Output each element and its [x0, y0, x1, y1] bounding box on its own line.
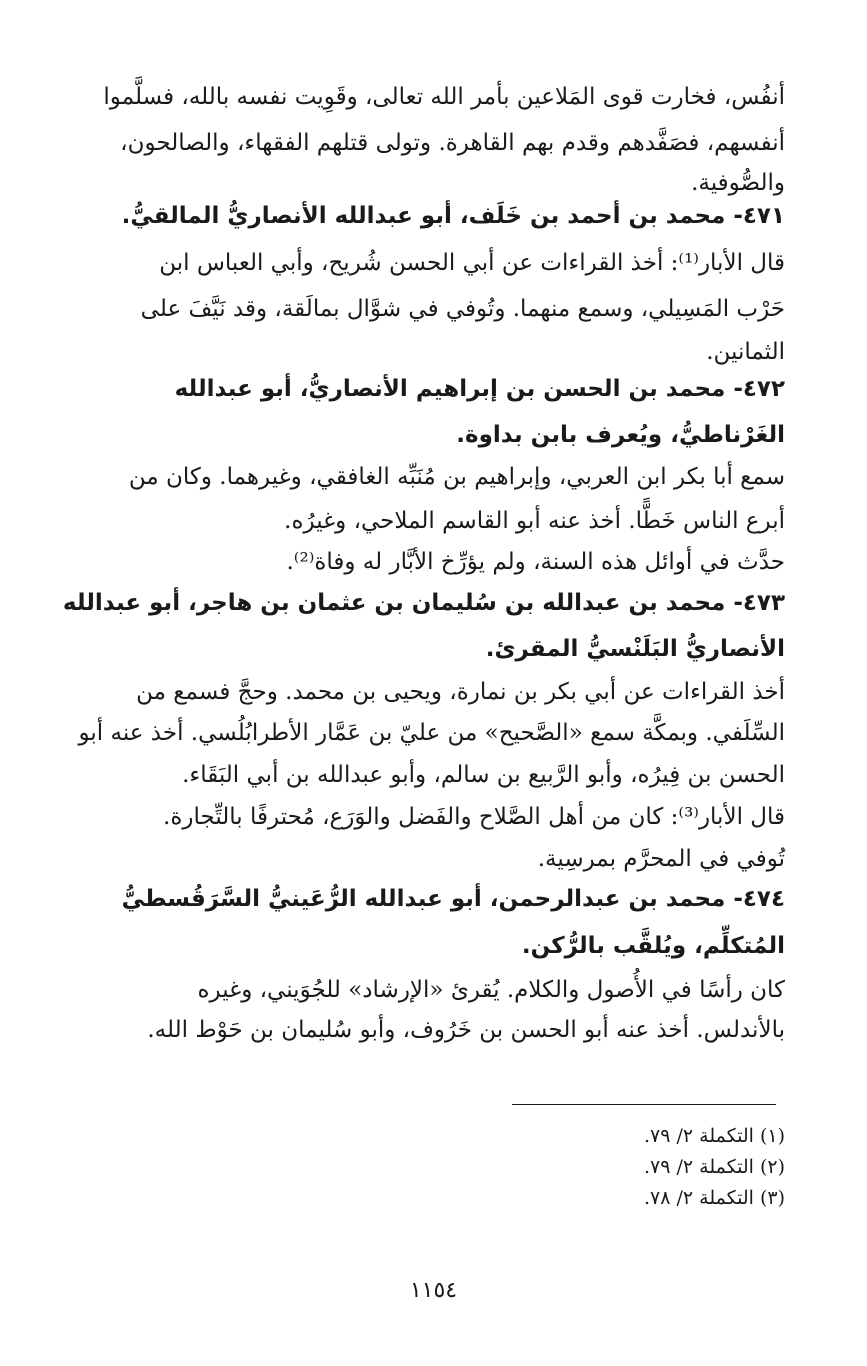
footnote-separator: [512, 1104, 776, 1105]
entry-heading-472: ٤٧٢- محمد بن الحسن بن إبراهيم الأنصاريُّ، أبو عبدالله: [174, 376, 785, 402]
body-line-2: أنفسهم، فصَفَّدهم وقدم بهم القاهرة. وتولى قتلهم الفقهاء، والصالحون،: [120, 130, 785, 156]
footnote-3: (٣) التكملة ٢/ ٧٨.: [643, 1187, 785, 1209]
body-line-11: أبرع الناس خَطًّا. أخذ عنه أبو القاسم الملاحي، وغيرُه.: [284, 508, 785, 534]
body-line-22: كان رأسًا في الأُصول والكلام. يُقرئ «الإرشاد» للجُوَيني، وغيره: [197, 977, 785, 1003]
entry-heading-471: ٤٧١- محمد بن أحمد بن خَلَف، أبو عبدالله الأنصاريُّ المالقيُّ.: [121, 203, 785, 229]
entry-heading-474: ٤٧٤- محمد بن عبدالرحمن، أبو عبدالله الرُّعَينيُّ السَّرَقُسطيُّ: [121, 886, 785, 912]
body-line-5: قال الأبار⁽¹⁾: أخذ القراءات عن أبي الحسن شُريح، وأبي العباس ابن: [159, 250, 785, 276]
body-line-3: والصُّوفية.: [691, 170, 785, 196]
footnote-1: (١) التكملة ٢/ ٧٩.: [643, 1125, 785, 1147]
footnote-2: (٢) التكملة ٢/ ٧٩.: [643, 1156, 785, 1178]
entry-heading-473-cont: الأنصاريُّ البَلَنْسيُّ المقرئ.: [485, 636, 785, 662]
entry-heading-474-cont: المُتكلِّم، ويُلقَّب بالرُّكن.: [521, 933, 785, 959]
page-number: ١١٥٤: [409, 1278, 458, 1303]
body-line-16: السِّلَفي. وبمكَّة سمع «الصَّحيح» من عليّ بن عَمَّار الأطرابُلُسي. أخذ عنه أبو: [78, 720, 785, 746]
body-line-19: تُوفي في المحرَّم بمرسِية.: [537, 846, 785, 872]
body-line-10: سمع أبا بكر ابن العربي، وإبراهيم بن مُنَبِّه الغافقي، وغيرهما. وكان من: [128, 464, 785, 490]
body-line-23: بالأندلس. أخذ عنه أبو الحسن بن خَرُوف، وأبو سُليمان بن حَوْط الله.: [147, 1017, 785, 1043]
body-line-12: حدَّث في أوائل هذه السنة، ولم يؤرِّخ الأبَّار له وفاة⁽²⁾.: [286, 549, 785, 575]
body-line-7: الثمانين.: [706, 339, 785, 365]
body-line-17: الحسن بن فِيرُه، وأبو الرَّبيع بن سالم، وأبو عبدالله بن أبي البَقَاء.: [182, 762, 785, 788]
entry-heading-473: ٤٧٣- محمد بن عبدالله بن سُليمان بن عثمان بن هاجر، أبو عبدالله: [62, 590, 785, 616]
entry-heading-472-cont: الغَرْناطيُّ، ويُعرف بابن بداوة.: [456, 422, 785, 448]
body-line-18: قال الأبار⁽³⁾: كان من أهل الصَّلاح والفَضل والوَرَع، مُحترفًا بالتِّجارة.: [163, 804, 785, 830]
body-line-1: أنفُس، فخارت قوى المَلاعين بأمر الله تعالى، وقَوِيت نفسه بالله، فسلَّموا: [103, 84, 785, 110]
body-line-6: حَرْب المَسِيلي، وسمع منهما. وتُوفي في شوَّال بمالَقة، وقد نَيَّفَ على: [140, 296, 785, 322]
body-line-15: أخذ القراءات عن أبي بكر بن نمارة، ويحيى بن محمد. وحجَّ فسمع من: [136, 679, 785, 705]
